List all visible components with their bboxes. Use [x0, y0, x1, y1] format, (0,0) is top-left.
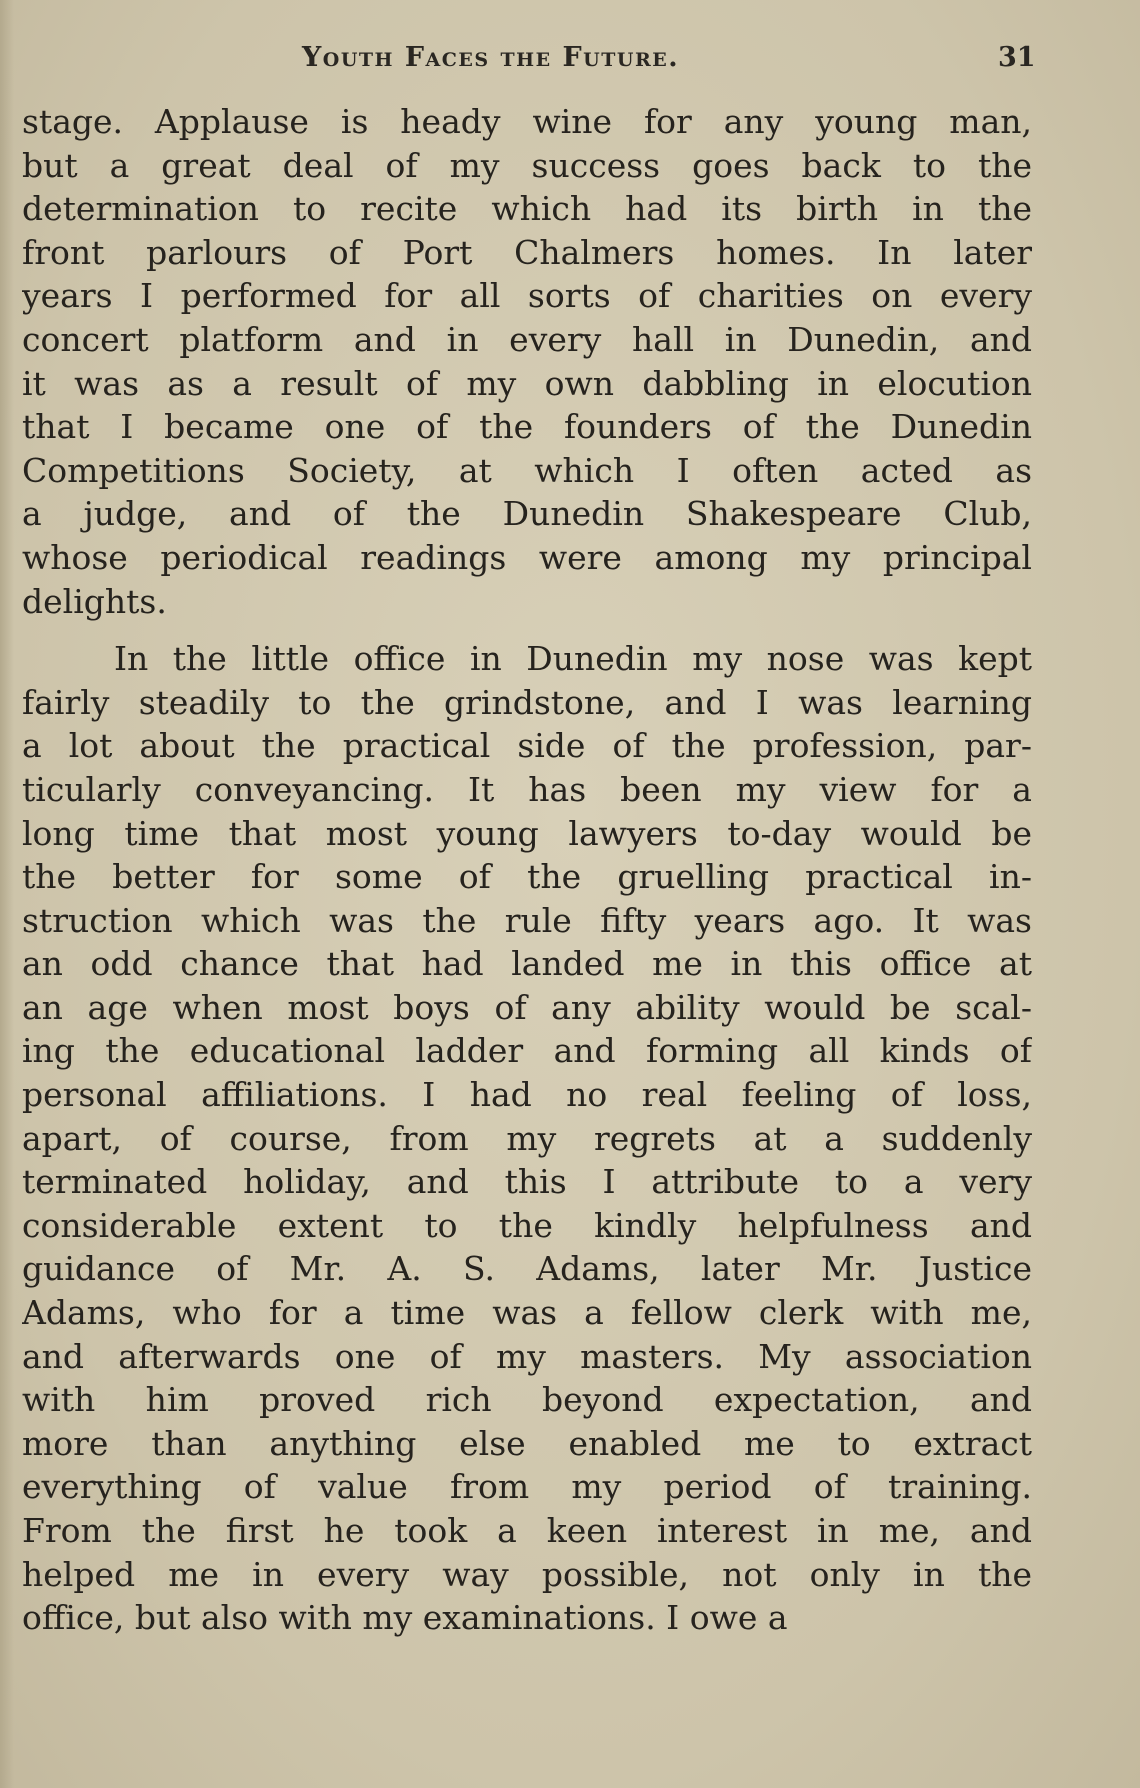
- text-line: considerable extent to the kindly helpfulness and: [22, 1205, 1032, 1245]
- text-line: Competitions Society, at which I often acted as: [22, 450, 1032, 490]
- text-line: helped me in every way possible, not only in the: [22, 1554, 1032, 1594]
- paragraph-2: [22, 637, 1032, 1640]
- text-line: stage. Applause is heady wine for any young man,: [22, 102, 1032, 141]
- text-line: the better for some of the gruelling practical in-: [22, 857, 1032, 897]
- text-line: delights.: [22, 581, 167, 621]
- text-line: years I performed for all sorts of charities on every: [22, 276, 1032, 316]
- text-line: office, but also with my examinations. I owe a: [22, 1598, 788, 1638]
- running-head-title: Youth Faces the Future.: [302, 42, 680, 73]
- text-line: and afterwards one of my masters. My association: [22, 1336, 1032, 1376]
- text-line: everything of value from my period of training.: [22, 1467, 1032, 1507]
- text-line: In the little office in Dunedin my nose was kept: [114, 639, 1032, 679]
- text-line: whose periodical readings were among my principal: [22, 537, 1032, 577]
- text-line: concert platform and in every hall in Dunedin, and: [22, 319, 1032, 359]
- text-line: that I became one of the founders of the Dunedin: [22, 407, 1032, 447]
- paragraph-1: [22, 100, 1032, 623]
- text-line: apart, of course, from my regrets at a suddenly: [22, 1118, 1032, 1158]
- text-line: more than anything else enabled me to extract: [22, 1423, 1032, 1463]
- running-head: [0, 42, 1140, 82]
- text-line: From the first he took a keen interest in me, and: [22, 1511, 1032, 1550]
- text-line: determination to recite which had its birth in the: [22, 189, 1032, 229]
- text-line: but a great deal of my success goes back to the: [22, 145, 1032, 185]
- page-gutter-shadow: [0, 0, 14, 1788]
- text-line: a judge, and of the Dunedin Shakespeare Club,: [22, 494, 1032, 534]
- body-text: [22, 100, 1032, 1640]
- text-line: Adams, who for a time was a fellow clerk with me,: [22, 1293, 1032, 1333]
- text-line: an odd chance that had landed me in this office at: [22, 944, 1032, 984]
- text-line: ing the educational ladder and forming all kinds of: [22, 1031, 1032, 1071]
- text-line: terminated holiday, and this I attribute to a very: [22, 1162, 1032, 1202]
- text-line: fairly steadily to the grindstone, and I was learning: [22, 682, 1032, 722]
- text-line: struction which was the rule fifty years ago. It was: [22, 900, 1032, 940]
- text-line: personal affiliations. I had no real feeling of loss,: [22, 1075, 1032, 1115]
- text-line: guidance of Mr. A. S. Adams, later Mr. Justice: [22, 1249, 1032, 1289]
- text-line: a lot about the practical side of the profession, par-: [22, 726, 1032, 766]
- page-number: 31: [998, 42, 1036, 73]
- text-line: front parlours of Port Chalmers homes. In later: [22, 232, 1032, 272]
- text-line: ticularly conveyancing. It has been my view for a: [22, 769, 1032, 809]
- text-line: it was as a result of my own dabbling in elocution: [22, 363, 1032, 403]
- text-line: with him proved rich beyond expectation, and: [22, 1380, 1032, 1420]
- text-line: an age when most boys of any ability would be scal-: [22, 987, 1032, 1027]
- text-line: long time that most young lawyers to-day would be: [22, 813, 1032, 853]
